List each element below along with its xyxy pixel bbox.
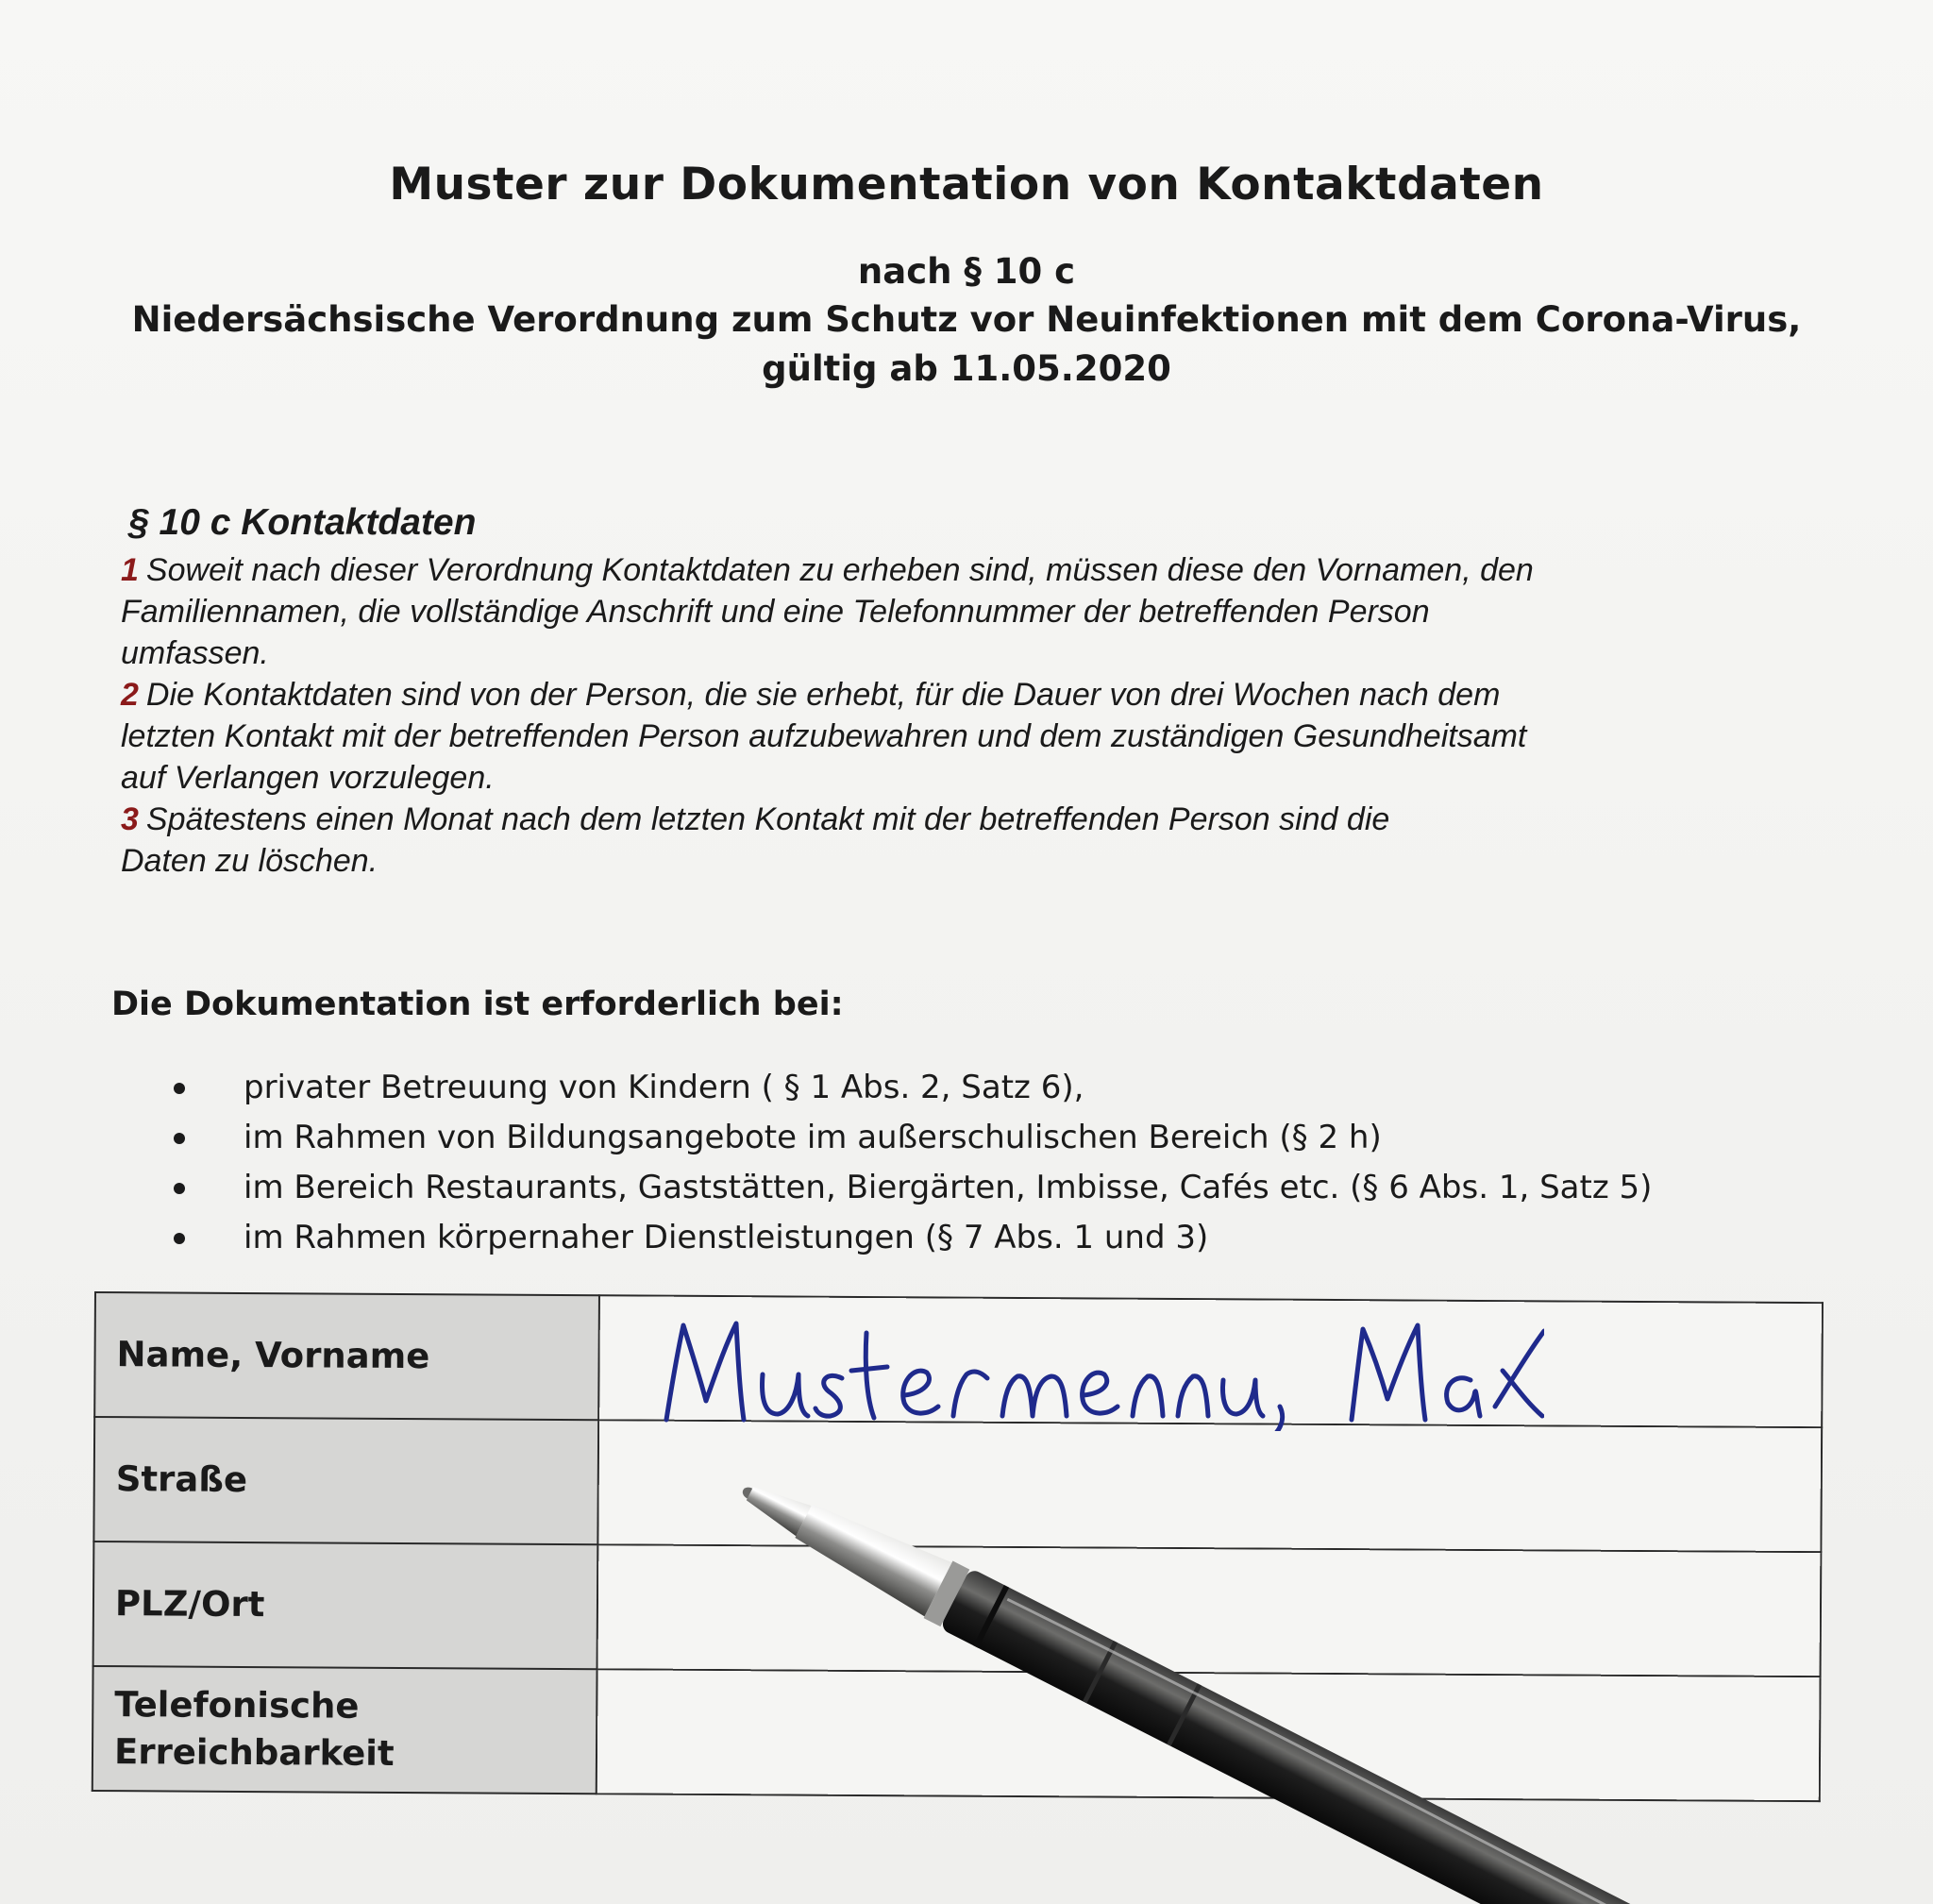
list-item [174,1063,1652,1113]
law-heading: § 10 c Kontaktdaten [128,502,477,543]
field-label-city: PLZ/Ort [93,1542,598,1669]
document-subtitle-law-ref: nach § 10 c [857,251,1076,292]
list-item [174,1113,1652,1163]
list-item-text: im Rahmen von Bildungsangebote im außerschulischen Bereich (§ 2 h) [244,1119,1382,1156]
bullet-icon [174,1233,185,1244]
law-paragraph-text: Die Kontaktdaten sind von der Person, die sie erhebt, für die Dauer von drei Wochen nach dem letzten Kontakt mit der betreffenden Person aufzubewahren und dem zuständigen Gesundheitsamt auf Verlangen vorzulegen. [121,677,1527,796]
field-label-name: Name, Vorname [94,1292,599,1420]
requirements-heading: Die Dokumentation ist erforderlich bei: [111,986,844,1023]
law-paragraph-text: Spätestens einen Monat nach dem letzten Kontakt mit der betreffenden Person sind die Daten zu löschen. [121,801,1390,879]
requirements-list [174,1063,1652,1263]
handwritten-name-signature [657,1308,1544,1431]
list-item [174,1163,1652,1213]
law-paragraph-3 [121,799,1839,882]
document-title: Muster zur Dokumentation von Kontaktdaten [389,159,1544,211]
list-item-text: privater Betreuung von Kindern ( § 1 Abs. 2, Satz 6), [244,1069,1084,1106]
law-paragraph-1 [121,549,1839,674]
law-text-section [121,502,1839,882]
document-subtitle-regulation: Niedersächsische Verordnung zum Schutz vor Neuinfektionen mit dem Corona-Virus, [131,299,1802,340]
list-item-text: im Rahmen körpernaher Dienstleistungen (§ 7 Abs. 1 und 3) [244,1219,1209,1256]
list-item-text: im Bereich Restaurants, Gaststätten, Biergärten, Imbisse, Cafés etc. (§ 6 Abs. 1, Satz 5) [244,1169,1653,1206]
bullet-icon [174,1083,185,1094]
document-subtitle-valid-date: gültig ab 11.05.2020 [762,348,1171,389]
law-paragraph-number: 3 [121,801,139,837]
law-paragraph-number: 1 [121,552,139,588]
bullet-icon [174,1183,185,1194]
ballpoint-pen-icon [736,1442,1933,1904]
bullet-icon [174,1133,185,1144]
field-label-street: Straße [93,1417,598,1544]
law-paragraph-text: Soweit nach dieser Verordnung Kontaktdaten zu erheben sind, müssen diese den Vornamen, den Familiennamen, die vollständige Anschrift und eine Telefonnummer der betreffenden Person umfassen. [121,552,1534,671]
law-paragraph-2 [121,674,1839,799]
field-label-phone: Telefonische Erreichbarkeit [92,1666,597,1794]
law-paragraph-number: 2 [121,677,139,713]
list-item [174,1213,1652,1263]
